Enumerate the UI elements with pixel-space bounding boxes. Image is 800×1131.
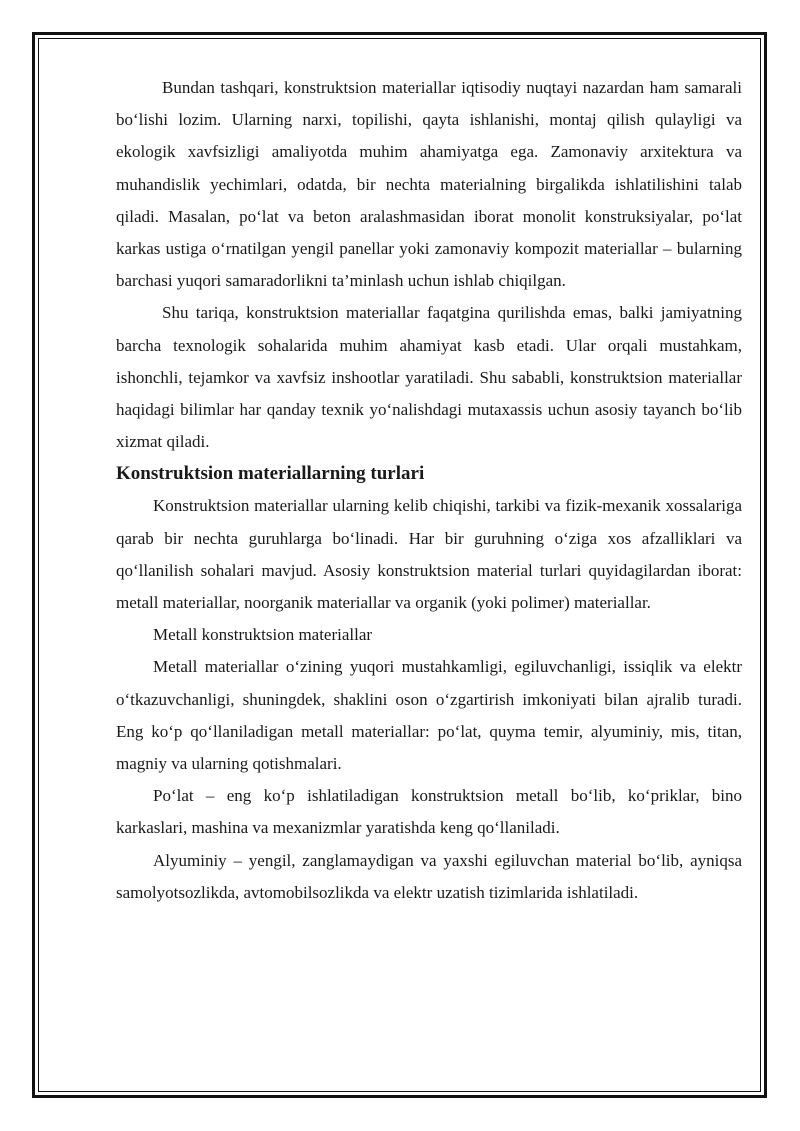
subheading-metal-materials: Metall konstruktsion materiallar [153, 625, 373, 645]
paragraph-classification: Konstruktsion materiallar ularning kelib chiqishi, tarkibi va fizik-mexanik xossalariga qarab bir nechta guruhlarga bo‘linadi. Har bir guruhning o‘ziga xos afzalliklari va qo‘llanilish sohalari mavjud. Asosiy konstruktsion material turlari quyidagilardan iborat: metall materiallar, noorganik materiallar va organik (yoki polimer) materiallar. [116, 496, 742, 613]
paragraph-metal-properties: Metall materiallar o‘zining yuqori mustahkamligi, egiluvchanligi, issiqlik va elektr o‘tkazuvchanligi, shuningdek, shaklini oson o‘zgartirish imkoniyati bilan ajralib turadi. Eng ko‘p qo‘llaniladigan metall materiallar: po‘lat, quyma temir, alyuminiy, mis, titan, magniy va ularning qotishmalari. [116, 657, 742, 774]
paragraph-steel: Po‘lat – eng ko‘p ishlatiladigan konstruktsion metall bo‘lib, ko‘priklar, bino karkaslari, mashina va mexanizmlar yaratishda keng qo‘llaniladi. [116, 786, 742, 838]
section-heading: Konstruktsion materiallarning turlari [116, 463, 425, 485]
paragraph-conclusion: Shu tariqa, konstruktsion materiallar faqatgina qurilishda emas, balki jamiyatning barcha texnologik sohalarida muhim ahamiyat kasb etadi. Ular orqali mustahkam, ishonchli, tejamkor va xavfsiz inshootlar yaratiladi. Shu sababli, konstruktsion materiallar haqidagi bilimlar har qanday texnik yo‘nalishdagi mutaxassis uchun asosiy tayanch bo‘lib xizmat qiladi. [116, 303, 742, 452]
paragraph-aluminium: Alyuminiy – yengil, zanglamaydigan va yaxshi egiluvchan material bo‘lib, ayniqsa samolyotsozlikda, avtomobilsozlikda va elektr uzatish tizimlarida ishlatiladi. [116, 850, 742, 902]
page-content [116, 72, 742, 909]
paragraph-economic-efficiency: Bundan tashqari, konstruktsion materiallar iqtisodiy nuqtayi nazardan ham samarali bo‘lishi lozim. Ularning narxi, topilishi, qayta ishlanishi, montaj qilish qulayligi va ekologik xavfsizligi amaliyotda muhim ahamiyatga ega. Zamonaviy arxitektura va muhandislik yechimlari, odatda, bir nechta materialning birgalikda ishlatilishini talab qiladi. Masalan, po‘lat va beton aralashmasidan iborat monolit konstruksiyalar, po‘lat karkas ustiga o‘rnatilgan yengil panellar yoki zamonaviy kompozit materiallar – bularning barchasi yuqori samaradorlikni ta’minlash uchun ishlab chiqilgan. [116, 78, 742, 291]
